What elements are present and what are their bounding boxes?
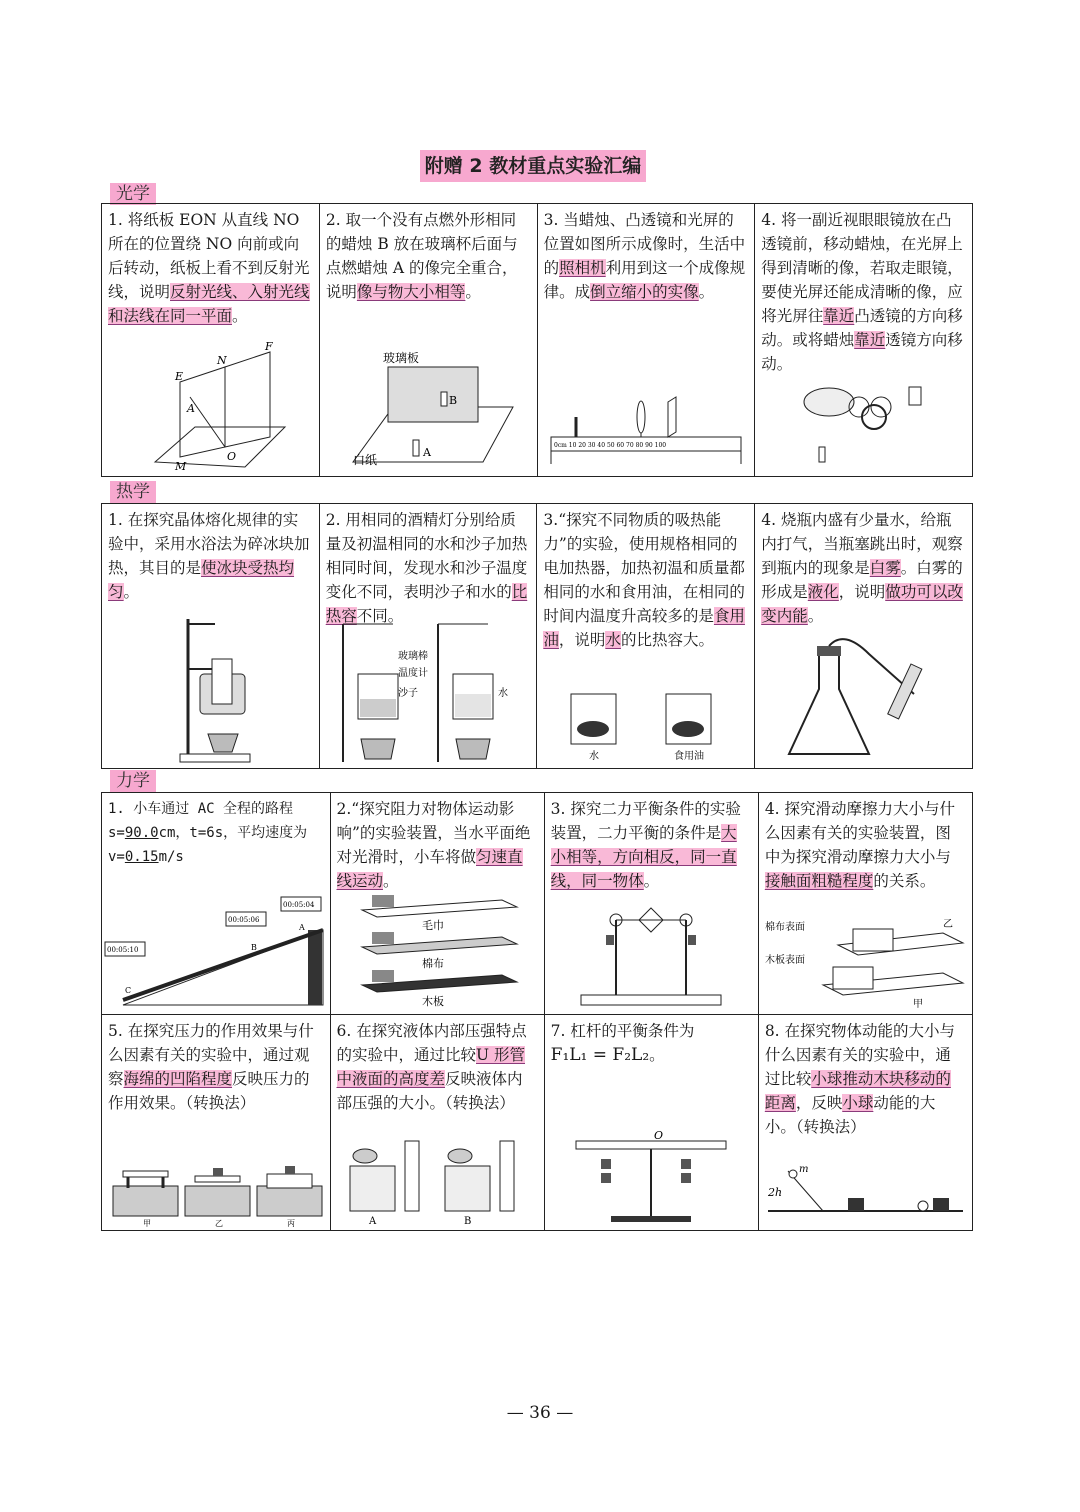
cell-text: 7. 杠杆的平衡条件为 F₁L₁ = F₂L₂。 xyxy=(550,1022,695,1065)
svg-text:B: B xyxy=(449,394,458,407)
cell-text: 3. 探究二力平衡条件的实验装置，二力平衡的条件是大小相等，方向相反，同一直线，同一物体。 xyxy=(550,800,741,890)
svg-text:木板表面: 木板表面 xyxy=(764,955,805,966)
svg-text:水: 水 xyxy=(588,751,599,762)
svg-text:甲: 甲 xyxy=(143,1219,152,1228)
sponge-pressure-figure xyxy=(102,1166,330,1226)
svg-text:温度计: 温度计 xyxy=(398,668,429,679)
mechanics-table xyxy=(101,792,973,1231)
svg-text:M: M xyxy=(175,460,187,473)
lever-figure xyxy=(545,1131,758,1226)
incline-cart-figure xyxy=(102,890,330,1010)
svg-text:E: E xyxy=(175,370,184,383)
cell-text: 3. 当蜡烛、凸透镜和光屏的位置如图所示成像时，生活中的照相机利用到这一个成像规律。成倒立缩小的实像。 xyxy=(543,211,746,301)
sliding-friction-figure xyxy=(759,915,972,1010)
section-tag-heat: 热学 xyxy=(110,481,156,503)
flask-pump-figure xyxy=(755,634,972,764)
svg-text:A: A xyxy=(187,402,196,415)
svg-text:C: C xyxy=(125,986,132,995)
cell-text: 1. 小车通过 AC 全程的路程 s=90.0cm，t=6s，平均速度为 v=0.15m/s xyxy=(108,801,308,865)
section-tag-optics: 光学 xyxy=(110,183,156,205)
cell-text: 5. 在探究压力的作用效果与什么因素有关的实验中，通过观察海绵的凹陷程度反映压力的作用效果。（转换法） xyxy=(108,1022,314,1112)
svg-text:甲: 甲 xyxy=(912,999,923,1010)
cell-text: 6. 在探究液体内部压强特点的实验中，通过比较U 形管中液面的高度差反映液体内部压强的大小。（转换法） xyxy=(336,1022,527,1112)
cell-text: 3.“探究不同物质的吸热能力”的实验，使用规格相同的电加热器，加热初温和质量都相同的水和食用油，在相同的时间内温度升高较多的是食用油，说明水的比热容大。 xyxy=(543,511,745,649)
mech-cell-1 xyxy=(102,793,331,1015)
optics-cell-3 xyxy=(537,204,755,477)
mech-cell-4 xyxy=(758,793,972,1015)
svg-text:00:05:10: 00:05:10 xyxy=(107,946,139,954)
cell-text: 4. 探究滑动摩擦力大小与什么因素有关的实验装置，图中为探究滑动摩擦力大小与接触面粗糙程度的关系。 xyxy=(764,800,956,890)
reflection-board-figure xyxy=(102,340,319,473)
svg-text:白纸: 白纸 xyxy=(353,453,378,467)
optics-cell-4 xyxy=(755,204,973,477)
svg-text:m: m xyxy=(798,1164,809,1175)
optics-cell-1 xyxy=(102,204,320,477)
electric-heater-figure xyxy=(537,674,754,764)
svg-text:O: O xyxy=(654,1129,664,1142)
svg-text:沙子: 沙子 xyxy=(398,688,419,699)
mech-cell-8 xyxy=(758,1015,972,1231)
two-force-balance-figure xyxy=(545,900,758,1010)
svg-text:棉布: 棉布 xyxy=(422,957,445,970)
plane-mirror-figure xyxy=(320,352,537,472)
myopia-glasses-figure xyxy=(755,372,972,472)
mech-cell-2 xyxy=(330,793,544,1015)
svg-text:2h: 2h xyxy=(767,1186,782,1199)
heat-table xyxy=(101,503,973,769)
cell-text: 2. 用相同的酒精灯分别给质量及初温相同的水和沙子加热相同时间，发现水和沙子温度变化不同，表明沙子和水的比热容不同。 xyxy=(325,511,528,625)
cell-text: 4. 将一副近视眼眼镜放在凸透镜前，移动蜡烛，在光屏上得到清晰的像，若取走眼镜，要使光屏还能成清晰的像，应将光屏往靠近凸透镜的方向移动。或将蜡烛靠近透镜方向移动。 xyxy=(761,211,963,373)
svg-text:A: A xyxy=(299,923,306,932)
svg-text:毛巾: 毛巾 xyxy=(422,919,445,932)
svg-text:0cm 10 20 30 40 50 60 70 80 90: 0cm 10 20 30 40 50 60 70 80 90 100 xyxy=(553,442,667,449)
svg-text:水: 水 xyxy=(498,688,509,699)
optics-table xyxy=(101,203,973,477)
svg-text:B: B xyxy=(251,943,258,952)
section-tag-mechanics: 力学 xyxy=(110,770,156,792)
cell-text: 1. 在探究晶体熔化规律的实验中，采用水浴法为碎冰块加热，其目的是使冰块受热均匀。 xyxy=(108,511,310,601)
svg-text:木板: 木板 xyxy=(422,995,445,1008)
svg-text:N: N xyxy=(217,354,228,367)
svg-text:丙: 丙 xyxy=(287,1219,296,1228)
heat-cell-4 xyxy=(755,504,973,769)
svg-text:玻璃棒: 玻璃棒 xyxy=(398,651,429,662)
cell-text: 2.“探究阻力对物体运动影响”的实验装置，当水平面绝对光滑时，小车将做匀速直线运动。 xyxy=(336,800,531,890)
water-bath-figure xyxy=(102,614,319,764)
svg-text:O: O xyxy=(227,450,237,463)
cell-text: 2. 取一个没有点燃外形相同的蜡烛 B 放在玻璃杯后面与点燃蜡烛 A 的像完全重合，说明像与物大小相等。 xyxy=(325,211,518,301)
svg-text:00:05:06: 00:05:06 xyxy=(228,916,260,924)
svg-text:A: A xyxy=(423,446,432,459)
svg-text:乙: 乙 xyxy=(942,919,953,930)
mech-cell-6 xyxy=(330,1015,544,1231)
svg-text:00:05:04: 00:05:04 xyxy=(283,901,315,909)
friction-surfaces-figure xyxy=(331,885,544,1010)
svg-text:棉布表面: 棉布表面 xyxy=(764,922,805,933)
heat-cell-2 xyxy=(319,504,537,769)
mech-cell-5 xyxy=(102,1015,331,1231)
svg-text:食用油: 食用油 xyxy=(673,751,704,762)
mech-cell-7 xyxy=(544,1015,758,1231)
cell-text: 8. 在探究物体动能的大小与什么因素有关的实验中，通过比较小球推动木块移动的距离，反映小球动能的大小。（转换法） xyxy=(764,1022,956,1136)
mech-cell-3 xyxy=(544,793,758,1015)
optics-cell-2 xyxy=(319,204,537,477)
kinetic-energy-figure xyxy=(759,1166,972,1226)
convex-lens-bench-figure xyxy=(538,392,755,472)
heat-cell-3 xyxy=(537,504,755,769)
u-tube-pressure-figure xyxy=(331,1136,544,1226)
svg-text:A: A xyxy=(368,1216,376,1227)
heat-cell-1 xyxy=(102,504,320,769)
svg-text:B: B xyxy=(463,1216,471,1227)
sand-water-figure xyxy=(320,614,537,764)
cell-text: 1. 将纸板 EON 从直线 NO 所在的位置绕 NO 向前或向后转动，纸板上看不到反射光线，说明反射光线、入射光线和法线在同一平面。 xyxy=(108,211,310,325)
svg-text:F: F xyxy=(265,340,274,353)
svg-text:乙: 乙 xyxy=(215,1219,224,1228)
cell-text: 4. 烧瓶内盛有少量水，给瓶内打气，当瓶塞跳出时，观察到瓶内的现象是白雾。白雾的形成是液化，说明做功可以改变内能。 xyxy=(761,511,963,625)
page-number: — 36 — xyxy=(506,1403,574,1423)
svg-text:玻璃板: 玻璃板 xyxy=(383,351,420,365)
page-title: 附赠 2 教材重点实验汇编 xyxy=(420,150,646,182)
